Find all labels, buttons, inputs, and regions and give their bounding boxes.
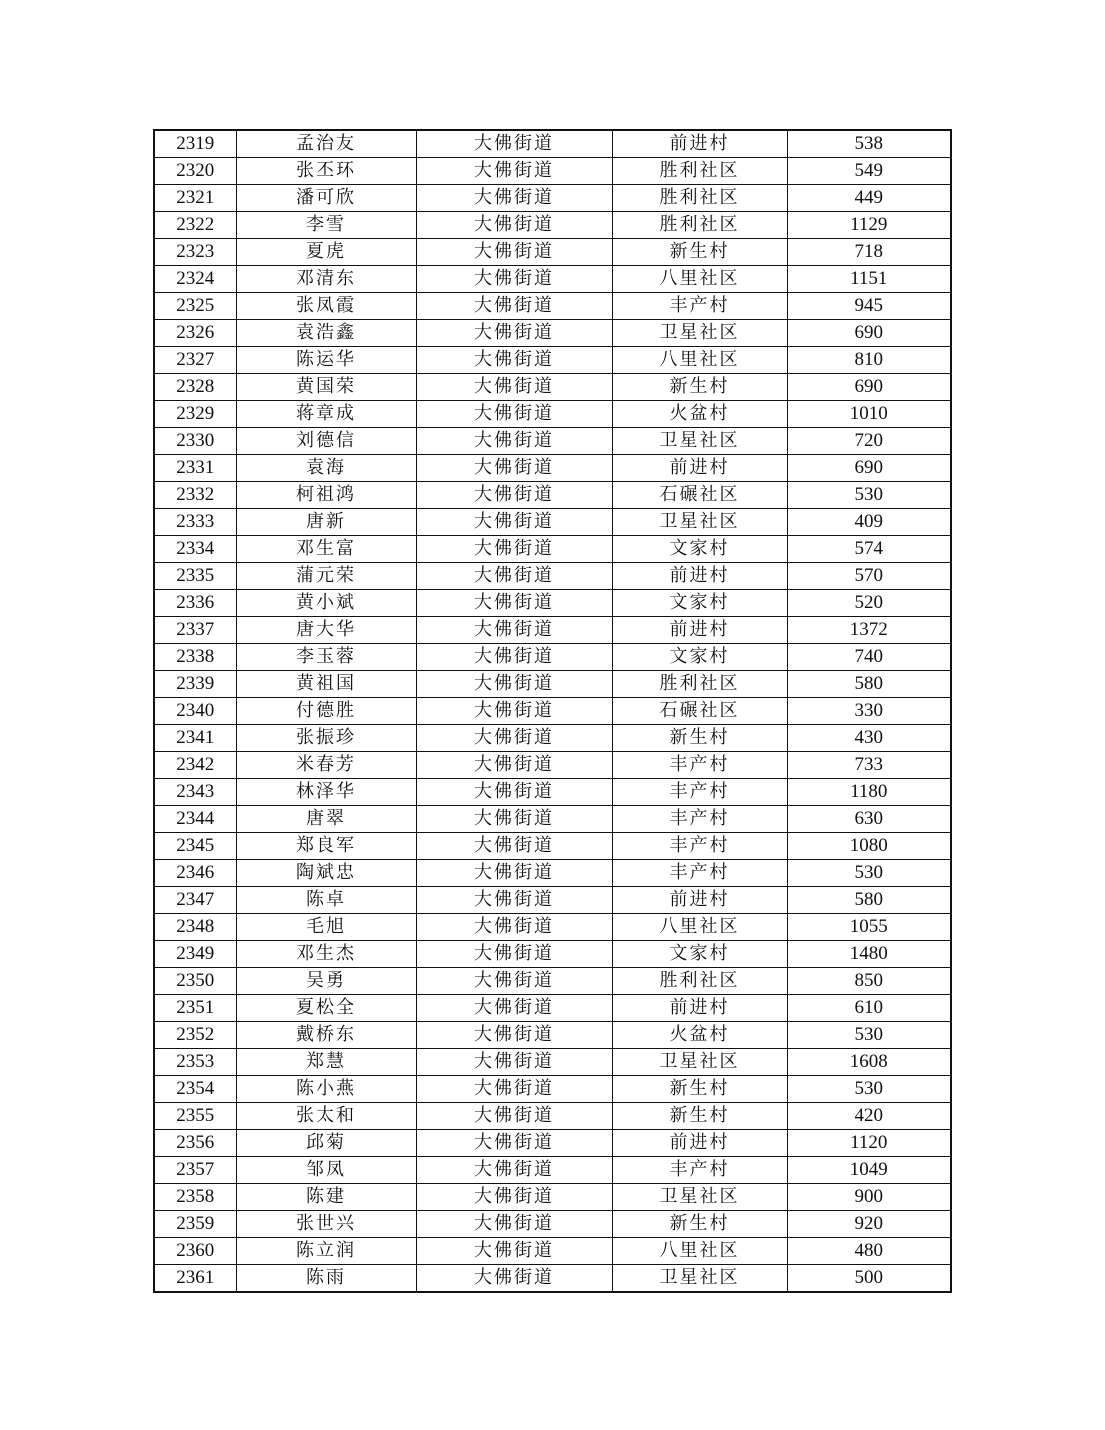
person-name-cell: 柯祖鸿 [236,482,416,509]
row-number-cell: 2319 [154,130,236,158]
row-number-cell: 2361 [154,1265,236,1293]
row-number-cell: 2327 [154,347,236,374]
amount-cell: 1372 [787,617,951,644]
person-name-cell: 米春芳 [236,752,416,779]
village-community-cell: 前进村 [612,455,787,482]
row-number-cell: 2332 [154,482,236,509]
street-cell: 大佛街道 [416,698,612,725]
amount-cell: 810 [787,347,951,374]
amount-cell: 1129 [787,212,951,239]
person-name-cell: 黄祖国 [236,671,416,698]
village-community-cell: 前进村 [612,995,787,1022]
street-cell: 大佛街道 [416,671,612,698]
village-community-cell: 石碾社区 [612,482,787,509]
person-name-cell: 潘可欣 [236,185,416,212]
village-community-cell: 八里社区 [612,914,787,941]
row-number-cell: 2349 [154,941,236,968]
person-name-cell: 陈运华 [236,347,416,374]
row-number-cell: 2322 [154,212,236,239]
street-cell: 大佛街道 [416,266,612,293]
row-number-cell: 2359 [154,1211,236,1238]
person-name-cell: 张振珍 [236,725,416,752]
street-cell: 大佛街道 [416,833,612,860]
street-cell: 大佛街道 [416,1076,612,1103]
table-row [154,833,951,860]
table-row [154,914,951,941]
row-number-cell: 2346 [154,860,236,887]
village-community-cell: 新生村 [612,239,787,266]
table-row [154,860,951,887]
street-cell: 大佛街道 [416,1022,612,1049]
table-row [154,401,951,428]
person-name-cell: 毛旭 [236,914,416,941]
person-name-cell: 唐翠 [236,806,416,833]
street-cell: 大佛街道 [416,1157,612,1184]
table-row [154,293,951,320]
amount-cell: 630 [787,806,951,833]
person-name-cell: 付德胜 [236,698,416,725]
person-name-cell: 黄国荣 [236,374,416,401]
row-number-cell: 2331 [154,455,236,482]
person-name-cell: 蒋章成 [236,401,416,428]
amount-cell: 500 [787,1265,951,1293]
table-row [154,455,951,482]
row-number-cell: 2328 [154,374,236,401]
row-number-cell: 2350 [154,968,236,995]
person-name-cell: 孟治友 [236,130,416,158]
table-row [154,644,951,671]
person-name-cell: 袁浩鑫 [236,320,416,347]
amount-cell: 850 [787,968,951,995]
table-row [154,806,951,833]
amount-cell: 690 [787,374,951,401]
row-number-cell: 2330 [154,428,236,455]
row-number-cell: 2333 [154,509,236,536]
row-number-cell: 2344 [154,806,236,833]
table-row [154,1103,951,1130]
village-community-cell: 胜利社区 [612,671,787,698]
amount-cell: 520 [787,590,951,617]
street-cell: 大佛街道 [416,887,612,914]
row-number-cell: 2352 [154,1022,236,1049]
amount-cell: 718 [787,239,951,266]
street-cell: 大佛街道 [416,374,612,401]
person-name-cell: 陈小燕 [236,1076,416,1103]
village-community-cell: 卫星社区 [612,320,787,347]
row-number-cell: 2336 [154,590,236,617]
street-cell: 大佛街道 [416,995,612,1022]
row-number-cell: 2338 [154,644,236,671]
village-community-cell: 卫星社区 [612,1049,787,1076]
person-name-cell: 戴桥东 [236,1022,416,1049]
amount-cell: 1049 [787,1157,951,1184]
table-row [154,1211,951,1238]
village-community-cell: 胜利社区 [612,212,787,239]
village-community-cell: 石碾社区 [612,698,787,725]
table-row [154,752,951,779]
person-name-cell: 张丕环 [236,158,416,185]
table-row [154,1238,951,1265]
person-name-cell: 刘德信 [236,428,416,455]
amount-cell: 610 [787,995,951,1022]
table-row [154,563,951,590]
row-number-cell: 2337 [154,617,236,644]
street-cell: 大佛街道 [416,455,612,482]
village-community-cell: 八里社区 [612,266,787,293]
person-name-cell: 夏松全 [236,995,416,1022]
table-row [154,941,951,968]
street-cell: 大佛街道 [416,914,612,941]
row-number-cell: 2340 [154,698,236,725]
row-number-cell: 2324 [154,266,236,293]
table-row [154,968,951,995]
street-cell: 大佛街道 [416,779,612,806]
village-community-cell: 文家村 [612,644,787,671]
person-name-cell: 林泽华 [236,779,416,806]
table-row [154,509,951,536]
street-cell: 大佛街道 [416,941,612,968]
village-community-cell: 胜利社区 [612,158,787,185]
row-number-cell: 2321 [154,185,236,212]
village-community-cell: 丰产村 [612,1157,787,1184]
street-cell: 大佛街道 [416,617,612,644]
person-name-cell: 邱菊 [236,1130,416,1157]
street-cell: 大佛街道 [416,401,612,428]
village-community-cell: 前进村 [612,617,787,644]
amount-cell: 430 [787,725,951,752]
table-row [154,1076,951,1103]
person-name-cell: 蒲元荣 [236,563,416,590]
amount-cell: 549 [787,158,951,185]
amount-cell: 530 [787,860,951,887]
amount-cell: 1120 [787,1130,951,1157]
street-cell: 大佛街道 [416,320,612,347]
person-name-cell: 陶斌忠 [236,860,416,887]
village-community-cell: 丰产村 [612,860,787,887]
table-row [154,347,951,374]
amount-cell: 740 [787,644,951,671]
amount-cell: 574 [787,536,951,563]
row-number-cell: 2325 [154,293,236,320]
village-community-cell: 丰产村 [612,833,787,860]
village-community-cell: 文家村 [612,590,787,617]
street-cell: 大佛街道 [416,347,612,374]
table-row [154,428,951,455]
street-cell: 大佛街道 [416,725,612,752]
village-community-cell: 前进村 [612,563,787,590]
row-number-cell: 2351 [154,995,236,1022]
amount-cell: 720 [787,428,951,455]
street-cell: 大佛街道 [416,1049,612,1076]
amount-cell: 1055 [787,914,951,941]
amount-cell: 480 [787,1238,951,1265]
person-name-cell: 陈卓 [236,887,416,914]
village-community-cell: 火盆村 [612,1022,787,1049]
village-community-cell: 胜利社区 [612,185,787,212]
amount-cell: 580 [787,887,951,914]
person-name-cell: 邓生富 [236,536,416,563]
street-cell: 大佛街道 [416,1238,612,1265]
row-number-cell: 2342 [154,752,236,779]
table-row [154,482,951,509]
table-row [154,158,951,185]
street-cell: 大佛街道 [416,752,612,779]
table-row [154,374,951,401]
person-name-cell: 邓生杰 [236,941,416,968]
amount-cell: 420 [787,1103,951,1130]
street-cell: 大佛街道 [416,212,612,239]
row-number-cell: 2355 [154,1103,236,1130]
person-name-cell: 夏虎 [236,239,416,266]
amount-cell: 690 [787,320,951,347]
amount-cell: 1608 [787,1049,951,1076]
table-row [154,617,951,644]
street-cell: 大佛街道 [416,590,612,617]
person-name-cell: 陈雨 [236,1265,416,1293]
row-number-cell: 2354 [154,1076,236,1103]
table-row [154,536,951,563]
amount-cell: 580 [787,671,951,698]
table-row [154,671,951,698]
amount-cell: 449 [787,185,951,212]
street-cell: 大佛街道 [416,968,612,995]
table-row [154,725,951,752]
village-community-cell: 八里社区 [612,347,787,374]
person-name-cell: 郑良军 [236,833,416,860]
village-community-cell: 文家村 [612,941,787,968]
person-name-cell: 张凤霞 [236,293,416,320]
table-row [154,1184,951,1211]
street-cell: 大佛街道 [416,1211,612,1238]
data-table [153,129,952,1293]
village-community-cell: 丰产村 [612,752,787,779]
street-cell: 大佛街道 [416,185,612,212]
row-number-cell: 2323 [154,239,236,266]
person-name-cell: 吴勇 [236,968,416,995]
amount-cell: 920 [787,1211,951,1238]
amount-cell: 330 [787,698,951,725]
village-community-cell: 新生村 [612,1103,787,1130]
amount-cell: 900 [787,1184,951,1211]
street-cell: 大佛街道 [416,239,612,266]
village-community-cell: 火盆村 [612,401,787,428]
person-name-cell: 邓清东 [236,266,416,293]
amount-cell: 690 [787,455,951,482]
row-number-cell: 2360 [154,1238,236,1265]
row-number-cell: 2347 [154,887,236,914]
street-cell: 大佛街道 [416,860,612,887]
person-name-cell: 李雪 [236,212,416,239]
row-number-cell: 2335 [154,563,236,590]
street-cell: 大佛街道 [416,509,612,536]
village-community-cell: 卫星社区 [612,1184,787,1211]
amount-cell: 1010 [787,401,951,428]
person-name-cell: 黄小斌 [236,590,416,617]
village-community-cell: 卫星社区 [612,509,787,536]
village-community-cell: 八里社区 [612,1238,787,1265]
row-number-cell: 2345 [154,833,236,860]
table-row [154,130,951,158]
street-cell: 大佛街道 [416,428,612,455]
table-row [154,590,951,617]
person-name-cell: 郑慧 [236,1049,416,1076]
street-cell: 大佛街道 [416,1265,612,1293]
person-name-cell: 袁海 [236,455,416,482]
person-name-cell: 李玉蓉 [236,644,416,671]
street-cell: 大佛街道 [416,158,612,185]
amount-cell: 409 [787,509,951,536]
village-community-cell: 卫星社区 [612,1265,787,1293]
village-community-cell: 丰产村 [612,293,787,320]
table-row [154,995,951,1022]
street-cell: 大佛街道 [416,563,612,590]
table-row [154,239,951,266]
row-number-cell: 2326 [154,320,236,347]
table-row [154,266,951,293]
row-number-cell: 2343 [154,779,236,806]
village-community-cell: 丰产村 [612,806,787,833]
row-number-cell: 2356 [154,1130,236,1157]
row-number-cell: 2357 [154,1157,236,1184]
person-name-cell: 张太和 [236,1103,416,1130]
street-cell: 大佛街道 [416,644,612,671]
street-cell: 大佛街道 [416,1103,612,1130]
row-number-cell: 2320 [154,158,236,185]
person-name-cell: 陈立润 [236,1238,416,1265]
row-number-cell: 2353 [154,1049,236,1076]
amount-cell: 1480 [787,941,951,968]
table-row [154,1157,951,1184]
table-row [154,320,951,347]
amount-cell: 530 [787,1022,951,1049]
table-row [154,887,951,914]
person-name-cell: 陈建 [236,1184,416,1211]
street-cell: 大佛街道 [416,1184,612,1211]
person-name-cell: 唐大华 [236,617,416,644]
person-name-cell: 唐新 [236,509,416,536]
table-row [154,212,951,239]
amount-cell: 530 [787,482,951,509]
table-body [154,130,951,1292]
table-row [154,1130,951,1157]
table-row [154,1022,951,1049]
table-row [154,185,951,212]
village-community-cell: 新生村 [612,1076,787,1103]
row-number-cell: 2348 [154,914,236,941]
person-name-cell: 邹凤 [236,1157,416,1184]
village-community-cell: 前进村 [612,887,787,914]
village-community-cell: 文家村 [612,536,787,563]
table-row [154,1049,951,1076]
street-cell: 大佛街道 [416,536,612,563]
row-number-cell: 2341 [154,725,236,752]
row-number-cell: 2334 [154,536,236,563]
street-cell: 大佛街道 [416,130,612,158]
amount-cell: 1180 [787,779,951,806]
table-row [154,1265,951,1293]
amount-cell: 733 [787,752,951,779]
village-community-cell: 前进村 [612,1130,787,1157]
village-community-cell: 新生村 [612,725,787,752]
village-community-cell: 胜利社区 [612,968,787,995]
amount-cell: 570 [787,563,951,590]
village-community-cell: 新生村 [612,1211,787,1238]
street-cell: 大佛街道 [416,482,612,509]
table-row [154,698,951,725]
amount-cell: 1080 [787,833,951,860]
table-row [154,779,951,806]
amount-cell: 1151 [787,266,951,293]
street-cell: 大佛街道 [416,293,612,320]
village-community-cell: 新生村 [612,374,787,401]
row-number-cell: 2358 [154,1184,236,1211]
village-community-cell: 卫星社区 [612,428,787,455]
village-community-cell: 丰产村 [612,779,787,806]
amount-cell: 945 [787,293,951,320]
street-cell: 大佛街道 [416,806,612,833]
row-number-cell: 2339 [154,671,236,698]
village-community-cell: 前进村 [612,130,787,158]
street-cell: 大佛街道 [416,1130,612,1157]
row-number-cell: 2329 [154,401,236,428]
person-name-cell: 张世兴 [236,1211,416,1238]
amount-cell: 530 [787,1076,951,1103]
amount-cell: 538 [787,130,951,158]
